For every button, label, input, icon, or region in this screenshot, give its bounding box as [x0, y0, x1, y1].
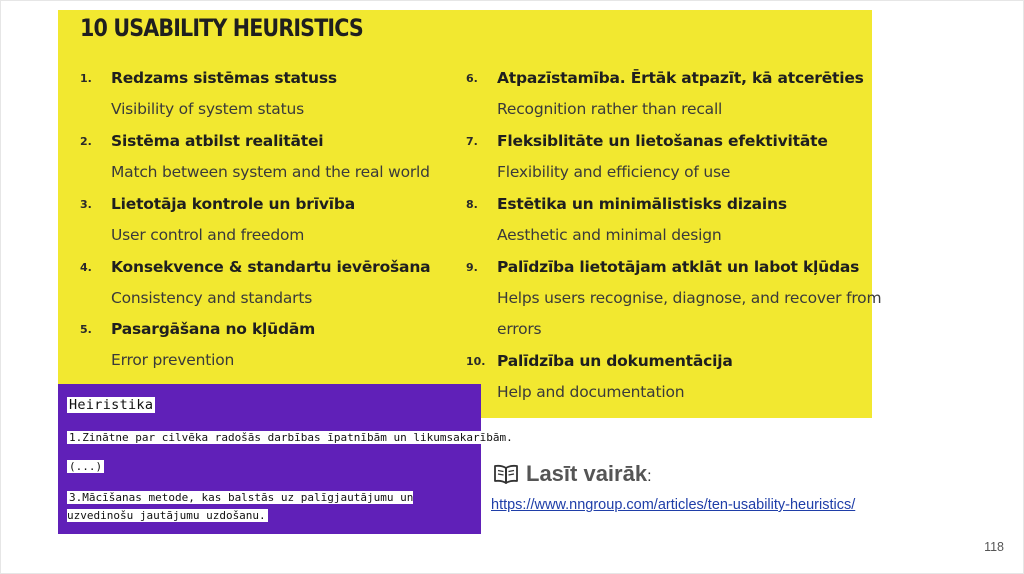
heuristic-subtitle-continued: errors	[497, 320, 542, 338]
heuristic-number: 9.	[466, 261, 478, 274]
heuristic-subtitle: User control and freedom	[111, 226, 305, 244]
heuristic-subtitle: Error prevention	[111, 351, 235, 369]
heuristic-title: Lietotāja kontrole un brīvība	[111, 195, 355, 213]
heuristic-subtitle: Visibility of system status	[111, 100, 304, 118]
definition-line-3-text: 3.Mācīšanas metode, kas balstās uz palīgjautājumu un uzvedinošu jautājumu uzdošanu.	[67, 491, 414, 522]
heuristic-subtitle: Recognition rather than recall	[497, 100, 723, 118]
heuristic-title: Konsekvence & standartu ievērošana	[111, 258, 431, 276]
heuristic-title: Sistēma atbilst realitātei	[111, 132, 324, 150]
definition-line-2-text: (...)	[69, 460, 103, 473]
page-number: 118	[984, 540, 1004, 554]
definition-heading	[67, 397, 155, 413]
read-more-label: Lasīt vairāk	[526, 461, 648, 486]
heuristics-panel	[58, 10, 882, 418]
heuristic-subtitle: Consistency and standarts	[111, 289, 313, 307]
heuristic-subtitle: Match between system and the real world	[111, 163, 430, 181]
heuristic-title: Palīdzība lietotājam atklāt un labot kļūdas	[497, 258, 860, 276]
heuristic-title: Redzams sistēmas statuss	[111, 69, 337, 87]
nngroup-article-link[interactable]: https://www.nngroup.com/articles/ten-usability-heuristics/	[491, 497, 856, 513]
definition-line-2	[67, 460, 104, 473]
heuristic-number: 7.	[466, 135, 478, 148]
heuristic-number: 5.	[80, 323, 92, 336]
heuristic-title: Estētika un minimālistisks dizains	[497, 195, 787, 213]
definition-line-1	[67, 431, 515, 444]
definition-line-3	[67, 489, 467, 525]
heuristic-number: 6.	[466, 72, 478, 85]
book-icon	[493, 464, 519, 490]
heuristic-number: 1.	[80, 72, 92, 85]
definition-line-1-text: 1.Zinātne par cilvēka radošās darbības īpatnībām un likumsakarībām.	[69, 431, 513, 444]
heuristic-number: 10.	[466, 355, 486, 368]
heuristic-title: Pasargāšana no kļūdām	[111, 320, 316, 338]
read-more-colon: :	[647, 468, 652, 485]
heuristic-subtitle: Flexibility and efficiency of use	[497, 163, 731, 181]
heuristic-title: Atpazīstamība. Ērtāk atpazīt, kā atcerēties	[497, 69, 864, 87]
definition-heading-text: Heiristika	[69, 397, 154, 413]
panel-title: 10 USABILITY HEURISTICS	[80, 14, 363, 42]
heuristic-subtitle: Aesthetic and minimal design	[497, 226, 722, 244]
definition-panel	[58, 384, 513, 534]
heuristic-number: 8.	[466, 198, 478, 211]
heuristic-subtitle: Helps users recognise, diagnose, and recover from	[497, 289, 882, 307]
heuristic-number: 3.	[80, 198, 92, 211]
heuristic-number: 2.	[80, 135, 92, 148]
read-more-heading	[493, 461, 652, 490]
heuristic-title: Fleksiblitāte un lietošanas efektivitāte	[497, 132, 828, 150]
heuristic-number: 4.	[80, 261, 92, 274]
heuristic-title: Palīdzība un dokumentācija	[497, 352, 733, 370]
heuristic-subtitle: Help and documentation	[497, 383, 685, 401]
